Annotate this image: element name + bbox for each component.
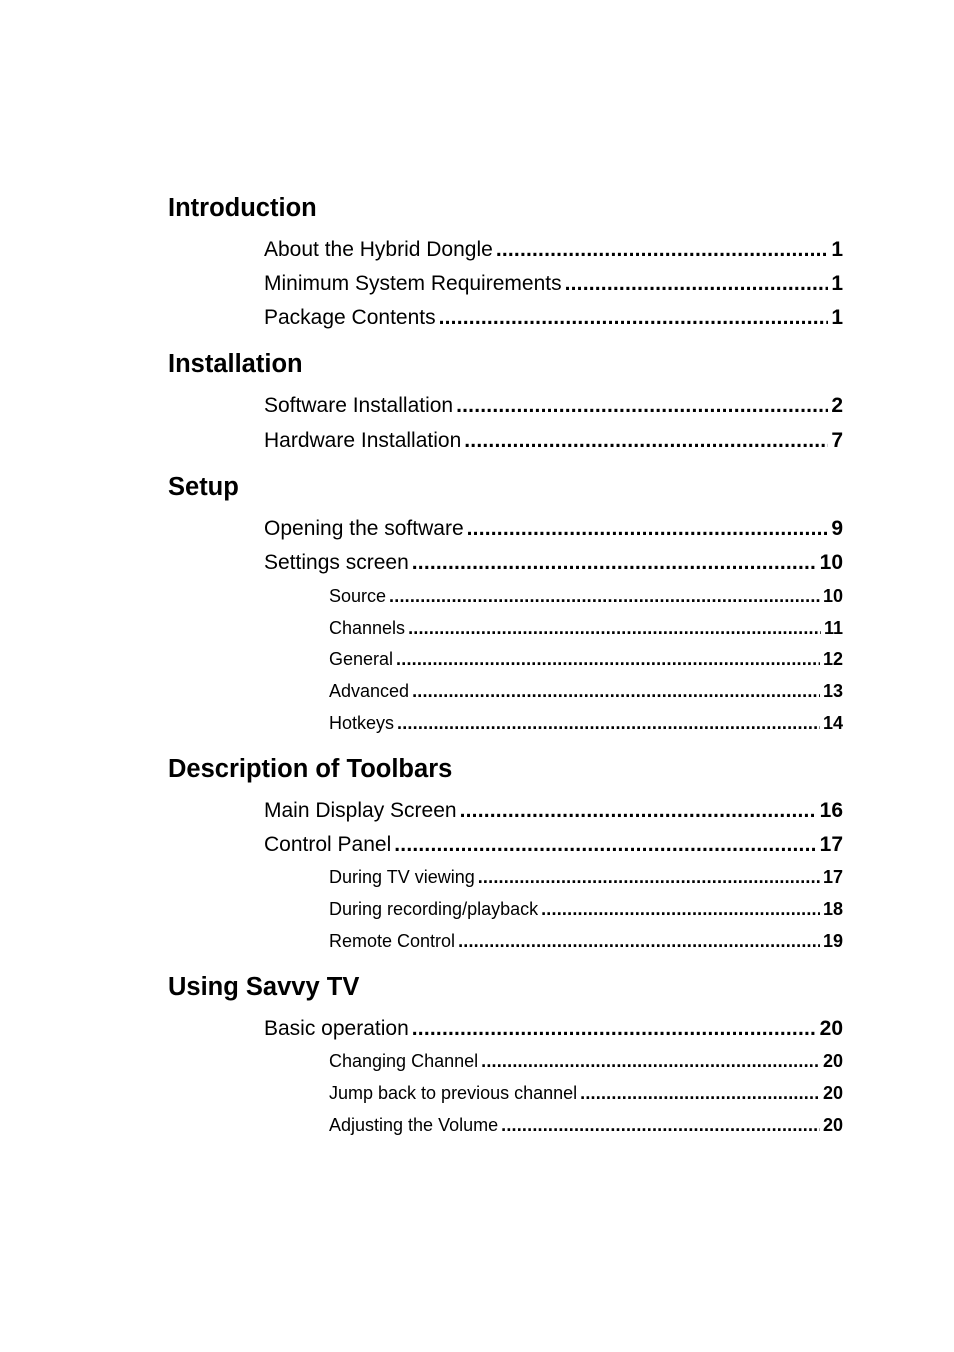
dot-leader <box>464 428 828 454</box>
toc-subentry[interactable] <box>329 1050 843 1072</box>
toc-subentry[interactable] <box>329 866 843 888</box>
toc-subentry[interactable] <box>329 617 843 639</box>
toc-entry[interactable] <box>264 237 843 263</box>
toc-subentry-label: General <box>329 649 394 669</box>
dot-leader <box>580 1082 820 1104</box>
toc-subentry-page: 19 <box>822 931 843 951</box>
dot-leader <box>458 930 820 952</box>
section-heading: Introduction <box>168 194 317 222</box>
toc-subentry-page: 20 <box>822 1051 843 1071</box>
toc-subentry-page: 13 <box>822 681 843 701</box>
toc-entry-page: 2 <box>831 394 843 417</box>
toc-entry[interactable] <box>264 428 843 454</box>
toc-subentry-page: 10 <box>822 586 843 606</box>
toc-entry-label: Settings screen <box>264 551 409 574</box>
toc-subentry-label: Adjusting the Volume <box>329 1115 499 1135</box>
toc-subentry-label: During TV viewing <box>329 867 475 887</box>
dot-leader <box>460 798 817 824</box>
toc-entry-page: 16 <box>819 799 843 822</box>
toc-entry[interactable] <box>264 550 843 576</box>
dot-leader <box>408 617 821 639</box>
toc-subentry-label: During recording/playback <box>329 899 539 919</box>
toc-entry-label: Software Installation <box>264 394 454 417</box>
toc-entry-label: Minimum System Requirements <box>264 272 562 295</box>
dot-leader <box>501 1114 820 1136</box>
section-heading: Installation <box>168 350 303 378</box>
toc-entry-page: 9 <box>831 517 843 540</box>
toc-entry-page: 1 <box>831 306 843 329</box>
toc-entry-label: Package Contents <box>264 306 436 329</box>
toc-subentry-page: 18 <box>822 899 843 919</box>
toc-subentry-page: 12 <box>822 649 843 669</box>
dot-leader <box>389 585 820 607</box>
dot-leader <box>412 1016 817 1042</box>
dot-leader <box>397 712 820 734</box>
dot-leader <box>541 898 820 920</box>
toc-entry-page: 1 <box>831 238 843 261</box>
toc-subentry-label: Remote Control <box>329 931 456 951</box>
toc-subentry-label: Jump back to previous channel <box>329 1083 578 1103</box>
section-heading: Setup <box>168 473 239 501</box>
dot-leader <box>412 680 820 702</box>
toc-subentry[interactable] <box>329 712 843 734</box>
toc-entry-label: Hardware Installation <box>264 429 462 452</box>
toc-subentry-label: Channels <box>329 618 406 638</box>
toc-entry[interactable] <box>264 1016 843 1042</box>
toc-subentry-label: Hotkeys <box>329 713 395 733</box>
toc-subentry[interactable] <box>329 898 843 920</box>
toc-entry-label: Main Display Screen <box>264 799 457 822</box>
dot-leader <box>481 1050 820 1072</box>
toc-entry-page: 7 <box>831 429 843 452</box>
toc-entry[interactable] <box>264 393 843 419</box>
toc-entry-page: 1 <box>831 272 843 295</box>
dot-leader <box>394 832 816 858</box>
toc-entry-label: About the Hybrid Dongle <box>264 238 493 261</box>
toc-subentry[interactable] <box>329 930 843 952</box>
toc-entry[interactable] <box>264 305 843 331</box>
toc-entry-label: Basic operation <box>264 1017 409 1040</box>
toc-entry-page: 20 <box>819 1017 843 1040</box>
toc-entry-page: 10 <box>819 551 843 574</box>
toc-subentry-page: 20 <box>822 1115 843 1135</box>
toc-subentry[interactable] <box>329 1082 843 1104</box>
toc-subentry[interactable] <box>329 648 843 670</box>
section-heading: Description of Toolbars <box>168 755 453 783</box>
toc-subentry[interactable] <box>329 1114 843 1136</box>
toc-subentry-page: 14 <box>822 713 843 733</box>
toc-entry[interactable] <box>264 271 843 297</box>
dot-leader <box>456 393 828 419</box>
toc-subentry-page: 17 <box>822 867 843 887</box>
dot-leader <box>478 866 820 888</box>
toc-subentry-page: 20 <box>822 1083 843 1103</box>
dot-leader <box>565 271 829 297</box>
toc-subentry[interactable] <box>329 680 843 702</box>
dot-leader <box>412 550 817 576</box>
toc-entry-page: 17 <box>819 833 843 856</box>
toc-entry[interactable] <box>264 516 843 542</box>
toc-entry-label: Opening the software <box>264 517 464 540</box>
toc-subentry-label: Changing Channel <box>329 1051 479 1071</box>
dot-leader <box>467 516 829 542</box>
toc-subentry-label: Advanced <box>329 681 410 701</box>
toc-subentry-page: 11 <box>823 618 843 638</box>
dot-leader <box>396 648 820 670</box>
toc-entry[interactable] <box>264 832 843 858</box>
toc-subentry[interactable] <box>329 585 843 607</box>
section-heading: Using Savvy TV <box>168 973 360 1001</box>
toc-entry-label: Control Panel <box>264 833 392 856</box>
toc-subentry-label: Source <box>329 586 387 606</box>
toc-entry[interactable] <box>264 798 843 824</box>
dot-leader <box>496 237 829 263</box>
dot-leader <box>439 305 829 331</box>
